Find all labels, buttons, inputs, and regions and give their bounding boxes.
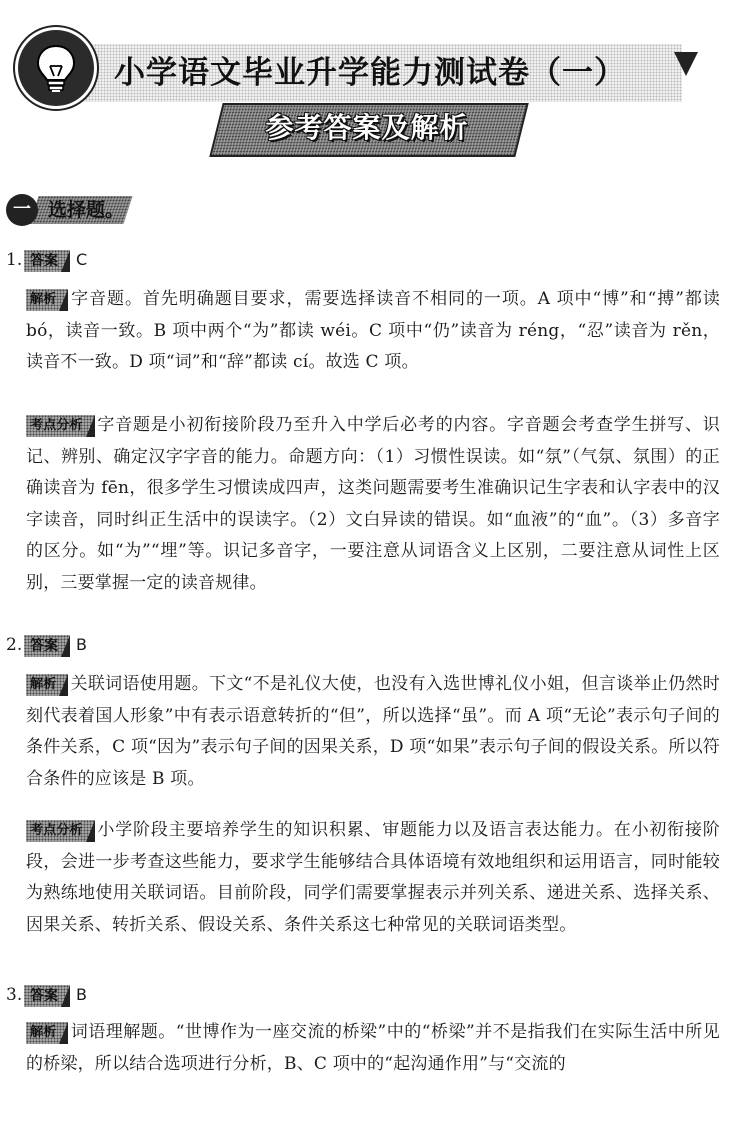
answer-row xyxy=(6,630,87,660)
title-corner-triangle xyxy=(674,52,698,76)
analysis-tag: 解析 xyxy=(26,1022,68,1044)
section-heading xyxy=(6,192,306,228)
answer-row xyxy=(6,245,87,275)
lightbulb-icon xyxy=(32,42,80,94)
key-point-paragraph xyxy=(26,410,720,599)
answer-tag: 答案 xyxy=(24,985,70,1007)
analysis-text: 关联词语使用题。下文“不是礼仪大使，也没有入选世博礼仪小姐，但言谈举止仍然时刻代表着国人形象”中有表示语意转折的“但”，所以选择“虽”。而 A 项“无论”表示句子间的条件关系，C 项“因为”表示句子间的因果关系，D 项“如果”表示句子间的假设关系。所以符合条件的应该是 B 项。 xyxy=(26,674,720,789)
answer-choice: C xyxy=(76,250,88,269)
document-subtitle: 参考答案及解析 xyxy=(265,111,469,144)
analysis-tag: 解析 xyxy=(26,289,68,311)
answer-choice: B xyxy=(76,635,87,654)
answer-tag: 答案 xyxy=(24,250,70,272)
analysis-text: 字音题。首先明确题目要求，需要选择读音不相同的一项。A 项中“博”和“搏”都读 bó，读音一致。B 项中两个“为”都读 wéi。C 项中“仍”读音为 réng，“忍”读音为 rěn，读音不一致。D 项“词”和“辞”都读 cí。故选 C 项。 xyxy=(26,289,720,372)
page-header xyxy=(0,0,750,170)
lightbulb-badge xyxy=(18,30,94,106)
answer-row xyxy=(6,980,87,1010)
section-title: 选择题。 xyxy=(48,199,125,221)
key-point-text: 字音题是小初衔接阶段乃至升入中学后必考的内容。字音题会考查学生拼写、识记、辨别、确定汉字字音的能力。命题方向：（1）习惯性误读。如“氛”（气氛、氛围）的正确读音为 fēn，很多学生习惯读成四声，这类问题需要考生准确识记生字表和认字表中的汉字读音，同时纠正生活中的误读字。（2）文白异读的错误。如“血液”的“血”。（3）多音字的区分。如“为”“埋”等。识记多音字，一要注意从词语含义上区别，二要注意从词性上区别，三要掌握一定的读音规律。 xyxy=(26,415,720,593)
answer-choice: B xyxy=(76,985,87,1004)
key-point-text: 小学阶段主要培养学生的知识积累、审题能力以及语言表达能力。在小初衔接阶段，会进一步考查这些能力，要求学生能够结合具体语境有效地组织和运用语言，同时能较为熟练地使用关联词语。目前阶段，同学们需要掌握表示并列关系、递进关系、选择关系、因果关系、转折关系、假设关系、条件关系这七种常见的关联词语类型。 xyxy=(26,820,720,935)
section-number-badge: 一 xyxy=(6,194,38,226)
item-number: 2. xyxy=(6,635,23,655)
analysis-paragraph xyxy=(26,669,720,795)
analysis-paragraph xyxy=(26,1017,720,1080)
item-number: 1. xyxy=(6,250,23,270)
analysis-text: 词语理解题。“世博作为一座交流的桥梁”中的“桥梁”并不是指我们在实际生活中所见的桥梁，所以结合选项进行分析，B、C 项中的“起沟通作用”与“交流的 xyxy=(26,1022,720,1074)
key-point-tag: 考点分析 xyxy=(26,820,95,842)
key-point-tag: 考点分析 xyxy=(26,415,95,437)
document-title: 小学语文毕业升学能力测试卷（一） xyxy=(114,55,626,91)
item-number: 3. xyxy=(6,985,23,1005)
key-point-paragraph xyxy=(26,815,720,941)
analysis-tag: 解析 xyxy=(26,674,68,696)
answer-tag: 答案 xyxy=(24,635,70,657)
analysis-paragraph xyxy=(26,284,720,379)
